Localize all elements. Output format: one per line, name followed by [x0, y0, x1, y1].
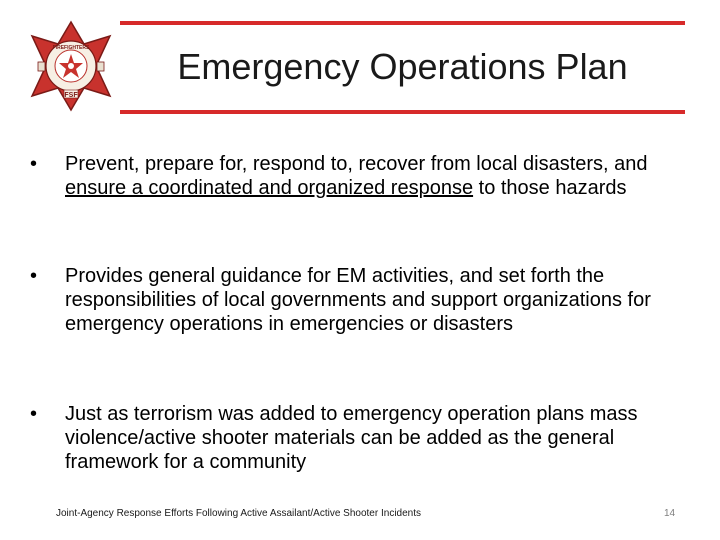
- bullet-text: Just as terrorism was added to emergency operation plans mass violence/active shooter materials can be added as the general framework for a community: [65, 403, 638, 473]
- title-rule-top: [120, 21, 685, 25]
- title-rule-bottom: [120, 110, 685, 114]
- bullet-marker: •: [30, 265, 38, 287]
- logo-arc-text: FIREFIGHTERS: [52, 45, 90, 51]
- bullet-text-part: to those hazards: [473, 177, 627, 199]
- page-number: 14: [664, 508, 676, 519]
- bullet-text-underlined: ensure a coordinated and organized response: [65, 177, 474, 199]
- bullet-marker: •: [30, 153, 38, 175]
- logo-emblem-text: FSF: [64, 92, 78, 99]
- slide-title: Emergency Operations Plan: [177, 46, 628, 87]
- bullet-marker: •: [30, 403, 38, 425]
- bullet-text: [65, 152, 705, 200]
- firefighter-emblem-icon: [26, 20, 116, 112]
- slide-footer: Joint-Agency Response Efforts Following Active Assailant/Active Shooter Incidents: [56, 508, 422, 519]
- bullet-text: Provides general guidance for EM activities, and set forth the responsibilities of local governments and support organizations for emergency operations in emergencies or disasters: [65, 265, 651, 335]
- bullet-text-part: Prevent, prepare for, respond to, recover from local disasters, and: [65, 153, 648, 175]
